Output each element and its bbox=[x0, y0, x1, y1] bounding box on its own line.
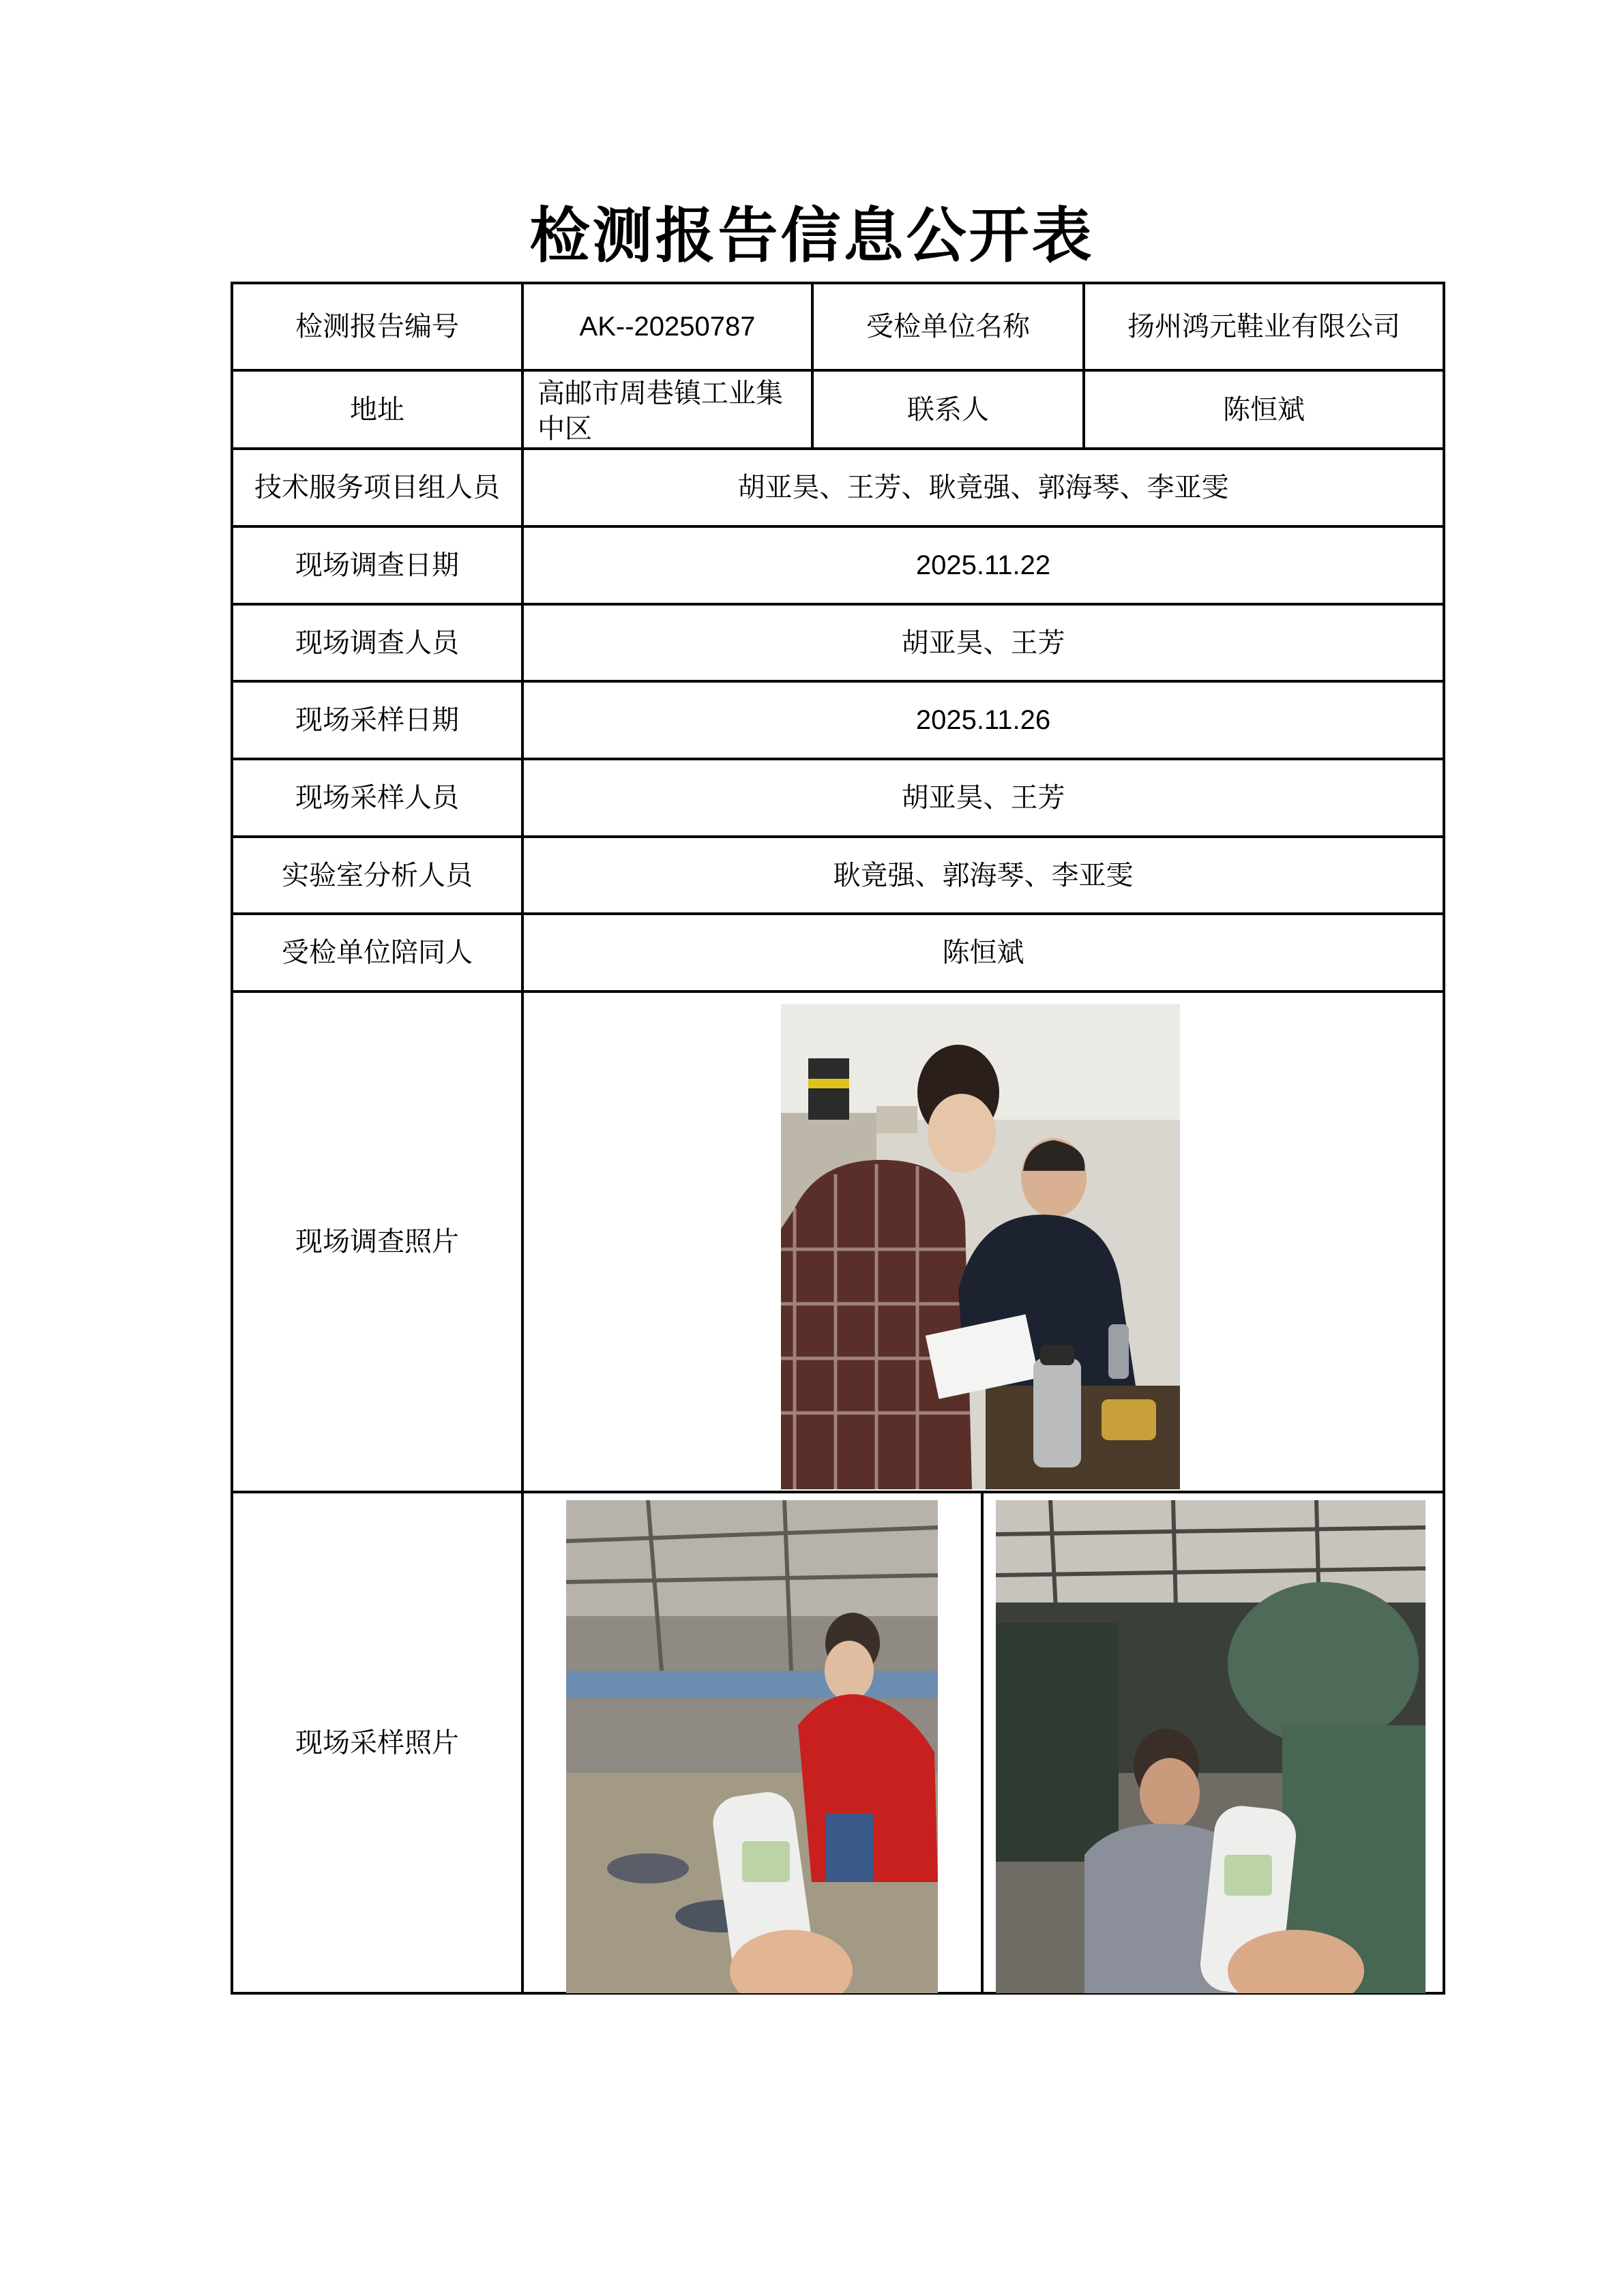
unit-name-label: 受检单位名称 bbox=[866, 311, 1030, 342]
sampling-staff-label: 现场采样人员 bbox=[295, 782, 459, 814]
sampling-staff-value: 胡亚昊、王芳 bbox=[901, 782, 1065, 814]
sampling-photo-left bbox=[566, 1500, 938, 1993]
sampling-photo-right bbox=[996, 1500, 1426, 1993]
survey-staff-value: 胡亚昊、王芳 bbox=[901, 627, 1065, 659]
page-title: 检测报告信息公开表 bbox=[529, 200, 1095, 271]
lab-staff-value: 耿竟强、郭海琴、李亚雯 bbox=[833, 859, 1134, 891]
sampling-photo-label: 现场采样照片 bbox=[295, 1727, 459, 1759]
address-value bbox=[522, 370, 812, 449]
report-no-label: 检测报告编号 bbox=[295, 311, 459, 342]
project-team-value: 胡亚昊、王芳、耿竟强、郭海琴、李亚雯 bbox=[737, 472, 1229, 503]
contact-value: 陈恒斌 bbox=[1223, 393, 1305, 426]
address-label: 地址 bbox=[350, 393, 404, 426]
address-line-1: 高邮市周巷镇工业集 bbox=[537, 378, 783, 409]
address-line-2: 中区 bbox=[537, 413, 592, 445]
survey-staff-label: 现场调查人员 bbox=[295, 627, 459, 659]
escort-label: 受检单位陪同人 bbox=[282, 937, 473, 968]
survey-date-value: 2025.11.22 bbox=[915, 550, 1051, 580]
report-no-value: AK--20250787 bbox=[579, 312, 756, 342]
unit-name-value: 扬州鸿元鞋业有限公司 bbox=[1127, 311, 1400, 342]
survey-photo-label: 现场调查照片 bbox=[295, 1226, 459, 1257]
escort-value: 陈恒斌 bbox=[942, 937, 1024, 968]
project-team-label: 技术服务项目组人员 bbox=[254, 472, 500, 503]
lab-staff-label: 实验室分析人员 bbox=[282, 859, 473, 891]
sampling-date-label: 现场采样日期 bbox=[295, 704, 459, 736]
contact-label: 联系人 bbox=[907, 393, 989, 426]
survey-photo bbox=[781, 1004, 1180, 1489]
sampling-date-value: 2025.11.26 bbox=[915, 705, 1051, 735]
survey-date-label: 现场调查日期 bbox=[295, 550, 459, 581]
